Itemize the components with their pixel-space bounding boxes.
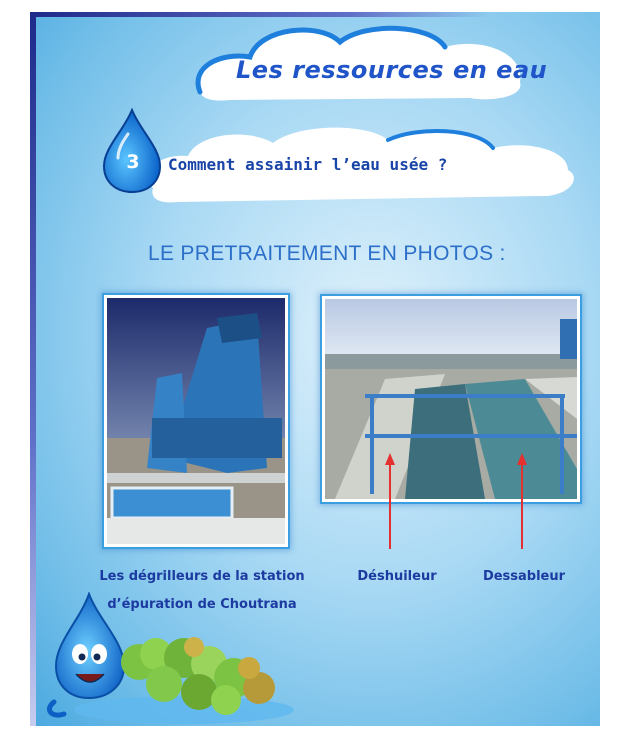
- label-deshuileur: Déshuileur: [357, 569, 437, 584]
- mascot-illustration: [44, 592, 294, 726]
- page-title: Les ressources en eau: [236, 56, 548, 84]
- photo-caption-line2: d’épuration de Choutrana: [107, 597, 297, 612]
- annotation-arrows: [380, 445, 540, 550]
- section-number: 3: [126, 151, 140, 173]
- section-heading: LE PRETRAITEMENT EN PHOTOS :: [148, 242, 506, 265]
- water-drop-mascot-icon: [49, 594, 124, 715]
- photo-caption-line1: Les dégrilleurs de la station: [99, 569, 305, 584]
- photo-degrilleurs: [104, 295, 288, 547]
- frame-border: [30, 12, 36, 726]
- frame-border-top: [30, 12, 490, 17]
- section-subtitle: Comment assainir l’eau usée ?: [168, 155, 448, 174]
- label-dessableur: Dessableur: [482, 569, 566, 584]
